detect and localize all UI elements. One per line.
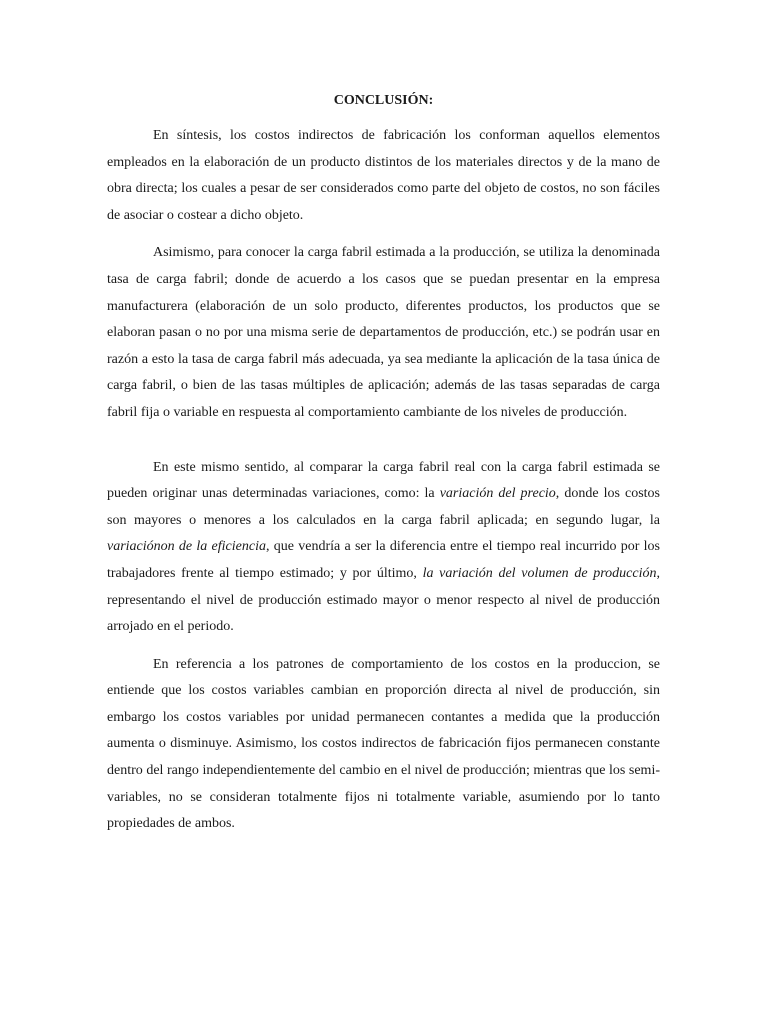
italic-term-price-variation: variación del precio [439,486,556,502]
paragraph-4: En referencia a los patrones de comportamiento de los costos en la produccion, se entiende que los costos variables cambian en proporción directa al nivel de producción, sin embargo los costos variables por unidad permanecen contantes a medida que la producción aumenta o disminuye. Asimismo, los costos indirectos de fabricación fijos permanecen constante dentro del rango independientemente del cambio en el nivel de producción; mientras que los semi-variables, no se consideran totalmente fijos ni totalmente variable, asumiendo por lo tanto propiedades de ambos. [107,656,660,832]
paragraph-3-text-4: , representando el nivel de producción estimado mayor o menor respecto al nivel de producción arrojado en el periodo. [107,565,660,635]
paragraph-1: En síntesis, los costos indirectos de fabricación los conforman aquellos elementos empleados en la elaboración de un producto distintos de los materiales directos y de la mano de obra directa; los cuales a pesar de ser considerados como parte del objeto de costos, no son fáciles de asociar o costear a dicho objeto. [107,128,660,223]
italic-term-volume-variation: la variación del volumen de producción [422,565,657,581]
paragraph-3-text-3: , que vendría a ser la diferencia entre el tiempo real incurrido por los trabajadores frente al tiempo estimado; y por último, [107,539,660,581]
document-title: CONCLUSIÓN: [333,93,434,108]
paragraph-2: Asimismo, para conocer la carga fabril estimada a la producción, se utiliza la denominada tasa de carga fabril; donde de acuerdo a los casos que se puedan presentar en la empresa manufacturera (elaboración de un solo producto, diferentes productos, los productos que se elaboran pasan o no por una misma serie de departamentos de producción, etc.) se podrán usar en razón a esto la tasa de carga fabril más adecuada, ya sea mediante la aplicación de la tasa única de carga fabril, o bien de las tasas múltiples de aplicación; además de las tasas separadas de carga fabril fija o variable en respuesta al comportamiento cambiante de los niveles de producción. [107,245,660,420]
paragraph-3-text-2: , donde los costos son mayores o menores a los calculados en la carga fabril aplicada; en segundo lugar, la [107,486,660,528]
paragraph-3 [107,455,660,641]
italic-term-efficiency-variation: variaciónon de la eficiencia [107,539,266,555]
paragraph-3-text-1: En este mismo sentido, al comparar la carga fabril real con la carga fabril estimada se pueden originar unas determinadas variaciones, como: la [107,459,660,502]
document-page [107,88,660,849]
